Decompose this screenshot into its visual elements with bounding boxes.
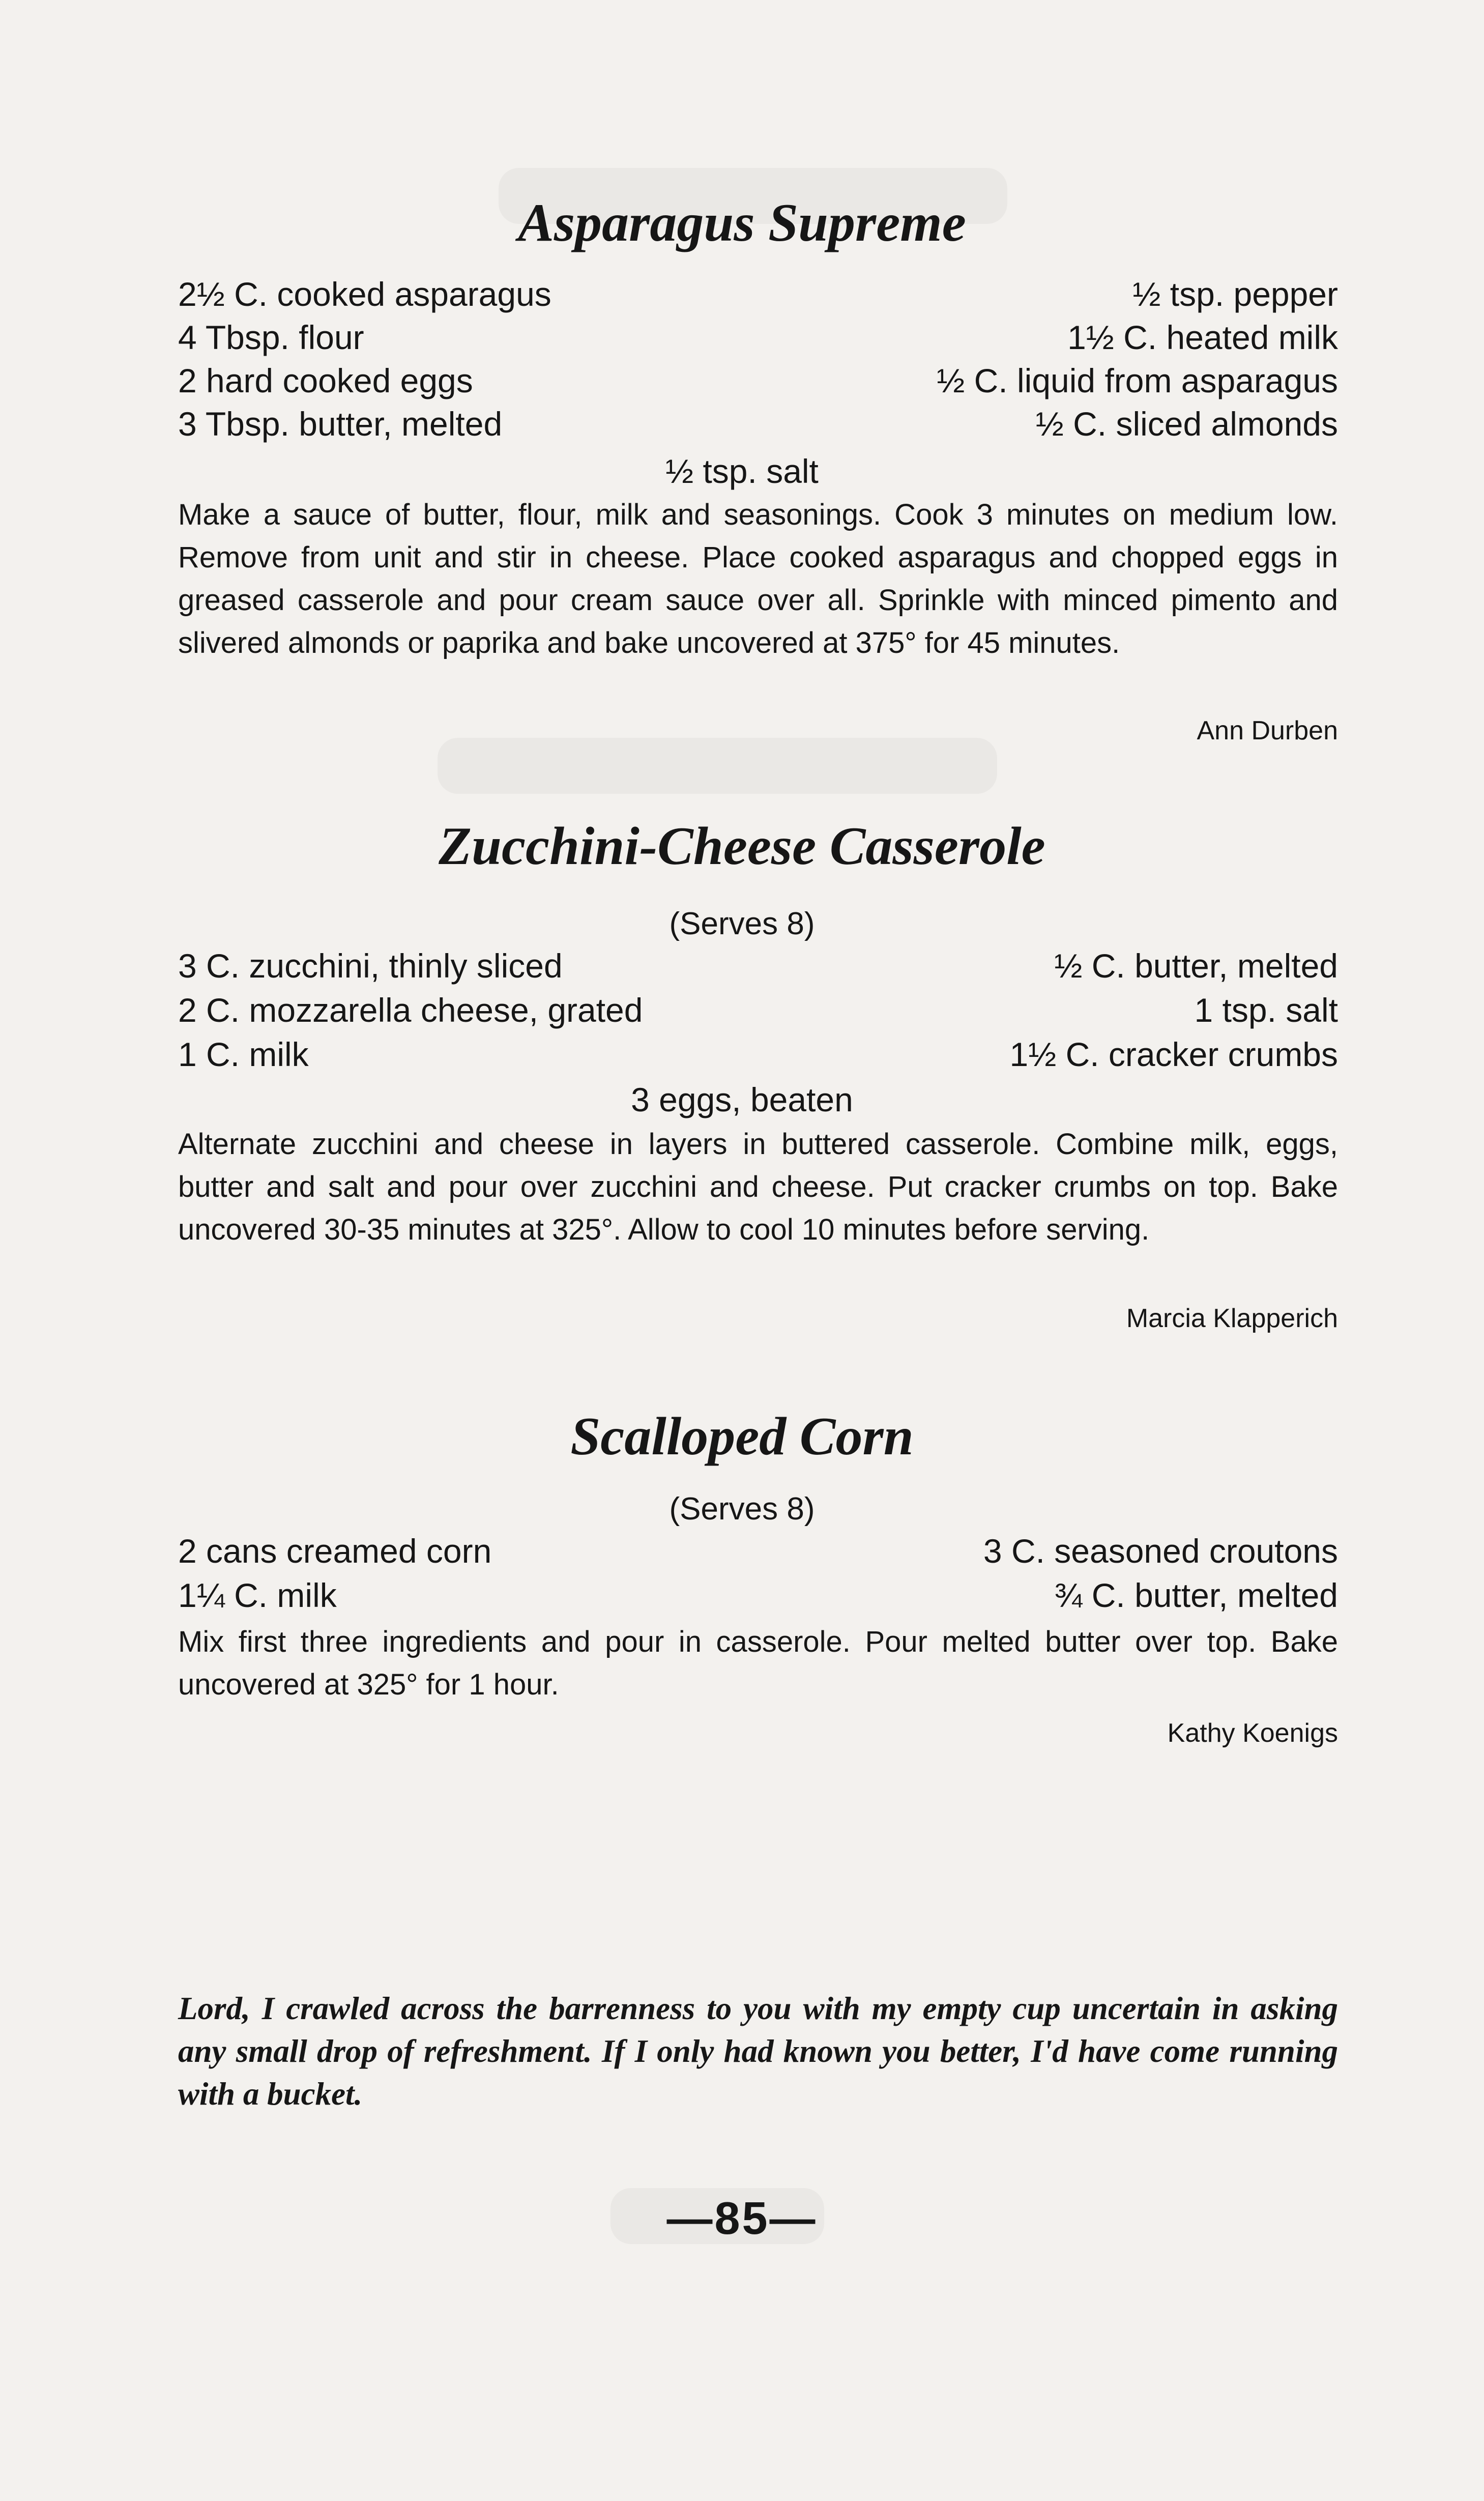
ingredient-left: 1 C. milk xyxy=(178,1036,309,1073)
ingredient-row xyxy=(178,1578,1338,1619)
ingredient-row xyxy=(178,364,1338,405)
ingredient-right: ½ C. butter, melted xyxy=(1054,947,1338,985)
ingredient-center: 3 eggs, beaten xyxy=(631,1081,853,1118)
bleed-through-shadow xyxy=(438,738,997,794)
ingredient-left: 2 C. mozzarella cheese, grated xyxy=(178,991,643,1029)
recipe-instructions: Make a sauce of butter, flour, milk and seasonings. Cook 3 minutes on medium low. Remove from unit and stir in cheese. Place cooked asparagus and chopped eggs in greased casserole and pour cream sauce over all. Sprinkle with minced pimento and slivered almonds or paprika and bake uncovered at 375° for 45 minutes. xyxy=(178,498,1338,659)
ingredient-right: ½ C. liquid from asparagus xyxy=(937,362,1338,399)
ingredient-left: 2 cans creamed corn xyxy=(178,1532,492,1570)
recipe-instructions: Alternate zucchini and cheese in layers in buttered casserole. Combine milk, eggs, butter and salt and pour over zucchini and cheese. Put cracker crumbs on top. Bake uncovered 30-35 minutes at 325°. Allow to cool 10 minutes before serving. xyxy=(178,1128,1338,1246)
recipe-title: Scalloped Corn xyxy=(570,1406,914,1466)
ingredient-row xyxy=(178,949,1338,990)
ingredient-right: 1 tsp. salt xyxy=(1194,991,1338,1029)
ingredient-left: 1¼ C. milk xyxy=(178,1576,337,1614)
ingredient-right: 1½ C. heated milk xyxy=(1067,319,1338,356)
ingredient-left: 3 C. zucchini, thinly sliced xyxy=(178,947,563,985)
recipe-contributor: Kathy Koenigs xyxy=(1167,1718,1338,1748)
recipe-instructions: Mix first three ingredients and pour in casserole. Pour melted butter over top. Bake uncovered at 325° for 1 hour. xyxy=(178,1625,1338,1701)
recipe-contributor: Ann Durben xyxy=(1197,716,1338,745)
ingredient-right: ½ tsp. pepper xyxy=(1132,275,1338,313)
ingredient-row xyxy=(178,321,1338,361)
ingredient-right: ¾ C. butter, melted xyxy=(1054,1576,1338,1614)
ingredient-row xyxy=(178,407,1338,448)
recipe-title: Asparagus Supreme xyxy=(518,193,966,252)
ingredient-right: 3 C. seasoned croutons xyxy=(983,1532,1338,1570)
ingredient-row xyxy=(178,1038,1338,1078)
ingredient-center: ½ tsp. salt xyxy=(665,452,819,490)
recipe-serves: (Serves 8) xyxy=(669,906,815,941)
recipe-title: Zucchini-Cheese Casserole xyxy=(439,816,1045,876)
ingredient-right: ½ C. sliced almonds xyxy=(1035,405,1338,443)
ingredient-left: 2½ C. cooked asparagus xyxy=(178,275,551,313)
recipe-serves: (Serves 8) xyxy=(669,1491,815,1527)
page-number: —85— xyxy=(666,2193,818,2244)
ingredient-row xyxy=(178,1534,1338,1575)
ingredient-left: 4 Tbsp. flour xyxy=(178,319,364,356)
ingredient-row xyxy=(178,277,1338,318)
recipe-contributor: Marcia Klapperich xyxy=(1126,1304,1338,1333)
ingredient-right: 1½ C. cracker crumbs xyxy=(1009,1036,1338,1073)
inspirational-verse: Lord, I crawled across the barrenness to you with my empty cup uncertain in asking any small drop of refreshment. If I only had known you better, I'd have come running with a bucket. xyxy=(178,1991,1338,2112)
ingredient-left: 3 Tbsp. butter, melted xyxy=(178,405,503,443)
ingredient-row xyxy=(178,993,1338,1034)
ingredient-left: 2 hard cooked eggs xyxy=(178,362,473,399)
